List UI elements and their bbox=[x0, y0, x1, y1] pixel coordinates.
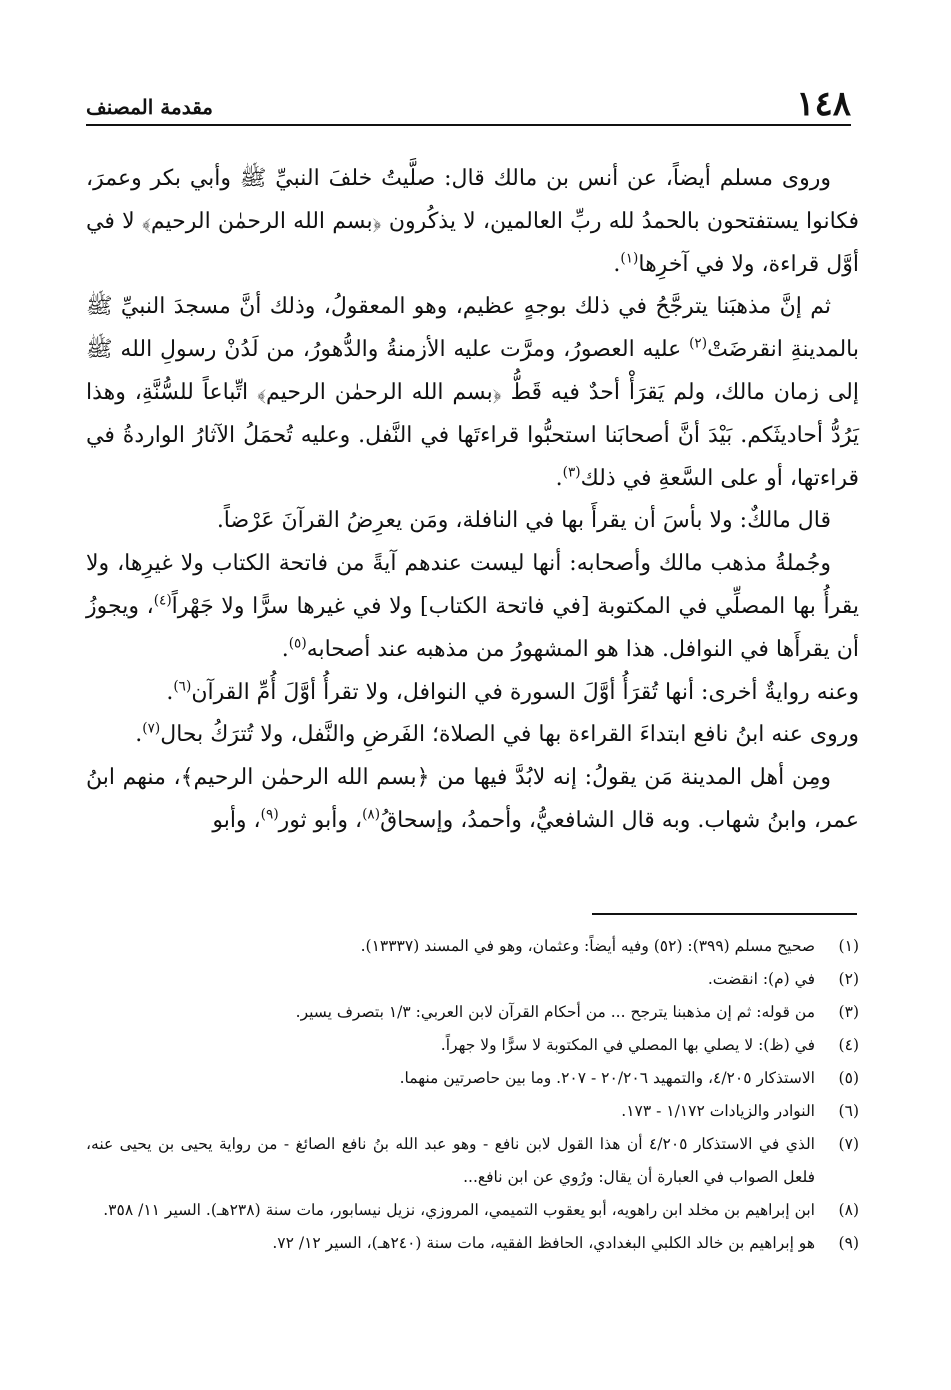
footnote bbox=[86, 1062, 859, 1095]
paragraph bbox=[86, 757, 859, 843]
paragraph-text: ثم إنَّ مذهبَنا يترجَّحُ في ذلك بوجهٍ عظيم، وهو المعقولُ، وذلك أنَّ مسجدَ النبيِّ ﷺ بالمدينةِ انقرضَتْ bbox=[86, 294, 859, 363]
punctuation: . bbox=[613, 251, 621, 277]
footnote-ref: (٨) bbox=[362, 806, 381, 823]
footnote-number: (١) bbox=[838, 937, 859, 955]
footnote-text: النوادر والزيادات ١/١٧٢ - ١٧٣. bbox=[621, 1102, 815, 1120]
footnote-number: (٨) bbox=[838, 1201, 859, 1219]
header-rule bbox=[86, 124, 851, 126]
paragraph-text: ، وأبو bbox=[212, 807, 261, 833]
page-header bbox=[86, 86, 851, 122]
footnote bbox=[86, 996, 859, 1029]
footnote bbox=[86, 1029, 859, 1062]
footnotes bbox=[86, 930, 859, 1260]
paragraph-text: ، ويجوزُ أن يقرأَها في النوافل. هذا هو المشهورُ من مذهبه عند أصحابه bbox=[86, 593, 859, 662]
footnote-ref: (٤) bbox=[153, 592, 172, 609]
footnote-text: هو إبراهيم بن خالد الكلبي البغدادي، الحافظ الفقيه، مات سنة (٢٤٠هـ)، السير ١٢/ ٧٢. bbox=[272, 1234, 815, 1252]
paragraph bbox=[86, 714, 859, 757]
footnote-text: صحيح مسلم (٣٩٩): (٥٢) وفيه أيضاً: وعثمان، وهو في المسند (١٣٣٣٧). bbox=[360, 937, 815, 955]
paragraph-text: ، وأبو ثور bbox=[278, 807, 363, 833]
running-title: مقدمة المصنف bbox=[86, 95, 214, 119]
footnote-ref: (٩) bbox=[260, 806, 279, 823]
paragraph-text: وروى مسلم أيضاً، عن أنس بن مالك قال: صلَّيتُ خلفَ النبيِّ ﷺ وأبي بكر وعمرَ، فكانوا يستفتحون بالحمدُ لله ربِّ العالمين، لا يذكُرون ﴿بسم الله الرحمٰن الرحيم﴾ لا في أوَّل قراءة، ولا في آخرِها bbox=[86, 166, 859, 277]
footnote bbox=[86, 930, 859, 963]
paragraph bbox=[86, 543, 859, 671]
footnote-ref: (٣) bbox=[562, 464, 581, 481]
footnote-ref: (٧) bbox=[142, 721, 161, 738]
footnote bbox=[86, 1227, 859, 1260]
punctuation: . bbox=[135, 722, 143, 748]
footnote-ref: (٢) bbox=[689, 335, 708, 352]
footnote-number: (٦) bbox=[838, 1102, 859, 1120]
footnote-text: الاستذكار ٤/٢٠٥، والتمهيد ٢٠/٢٠٦ - ٢٠٧. وما بين حاصرتين منهما. bbox=[399, 1069, 815, 1087]
footnote bbox=[86, 1095, 859, 1128]
footnote-ref: (٥) bbox=[288, 635, 307, 652]
paragraph bbox=[86, 286, 859, 500]
footnote-text: من قوله: ثم إن مذهبنا يترجح ... من أحكام القرآن لابن العربي: ١/٣ بتصرف يسير. bbox=[295, 1003, 815, 1021]
footnote-number: (٩) bbox=[838, 1234, 859, 1252]
paragraph-text: وعنه روايةٌ أخرى: أنها تُقرَأُ أوَّلَ السورة في النوافل، ولا تقرأُ أوَّلَ أُمِّ القرآن bbox=[191, 679, 859, 705]
punctuation: . bbox=[166, 679, 174, 705]
paragraph bbox=[86, 500, 859, 543]
footnote-number: (٣) bbox=[838, 1003, 859, 1021]
footnote-text: في (م): انقضت. bbox=[707, 970, 815, 988]
footnote-number: (٧) bbox=[838, 1135, 859, 1153]
footnote bbox=[86, 1128, 859, 1194]
footnote bbox=[86, 1194, 859, 1227]
paragraph-text: ومِن أهل المدينة مَن يقولُ: إنه لابُدَّ فيها من ﴿بسم الله الرحمٰن الرحيم﴾، منهم ابنُ عمر، وابنُ شهاب. وبه قال الشافعيُّ، وأحمدُ، وإسحاقُ bbox=[86, 765, 859, 833]
main-text bbox=[86, 158, 859, 843]
footnote-number: (٤) bbox=[838, 1036, 859, 1054]
footnote-separator bbox=[592, 913, 857, 915]
paragraph bbox=[86, 672, 859, 715]
footnote-number: (٥) bbox=[838, 1069, 859, 1087]
footnote-number: (٢) bbox=[838, 970, 859, 988]
footnote bbox=[86, 963, 859, 996]
paragraph-text: وروى عنه ابنُ نافع ابتداءَ القراءة بها في الصلاة؛ الفَرضِ والنَّفل، ولا تُترَكُ بحال bbox=[160, 722, 859, 748]
page-number: ١٤٨ bbox=[796, 84, 851, 124]
footnote-text: ابن إبراهيم بن مخلد ابن راهويه، أبو يعقوب التميمي، المروزي، نزيل نيسابور، مات سنة (٢٣٨هـ). السير ١١/ ٣٥٨. bbox=[103, 1201, 815, 1219]
footnote-text: في (ظ): لا يصلي بها المصلي في المكتوبة لا سرًّا ولا جهراً. bbox=[440, 1036, 815, 1054]
punctuation: . bbox=[555, 465, 563, 491]
paragraph-text: وجُملةُ مذهب مالك وأصحابه: أنها ليست عندهم آيةً من فاتحة الكتاب ولا غيرِها، ولا يقرأُ بها المصلِّي في المكتوبة [في فاتحة الكتاب] ولا في غيرها سرًّا ولا جَهْراً bbox=[86, 551, 860, 619]
paragraph-text: عليه العصورُ، ومرَّت عليه الأزمنةُ والدُّهورُ، من لَدُنْ رسولِ الله ﷺ إلى زمان مالك، ولم يَقرَأْ أحدٌ فيه قَطُّ ﴿بسم الله الرحمٰن الرحيم﴾ اتِّباعاً للسُّنَّةِ، وهذا يَرُدُّ أحاديثَكم. بَيْدَ أنَّ أصحابَنا استحبُّوا قراءتَها في النَّفل. وعليه تُحمَلُ الآثارُ الواردةُ في قراءتها، أو على السَّعةِ في ذلك bbox=[86, 337, 859, 491]
paragraph bbox=[86, 158, 859, 286]
paragraph-text: قال مالكٌ: ولا بأسَ أن يقرأَ بها في النافلة، ومَن يعرِضُ القرآنَ عَرْضاً. bbox=[216, 508, 831, 534]
footnote-ref: (١) bbox=[620, 250, 639, 267]
footnote-ref: (٦) bbox=[173, 678, 192, 695]
punctuation: . bbox=[281, 636, 289, 662]
footnote-text: الذي في الاستذكار ٤/٢٠٥ أن هذا القول لابن نافع - وهو عبد الله بنُ نافع الصائغ - من رواية يحيى بن يحيى عنه، فلعل الصواب في العبارة أن يقال: ورُوي عن ابن نافع... bbox=[86, 1135, 815, 1186]
